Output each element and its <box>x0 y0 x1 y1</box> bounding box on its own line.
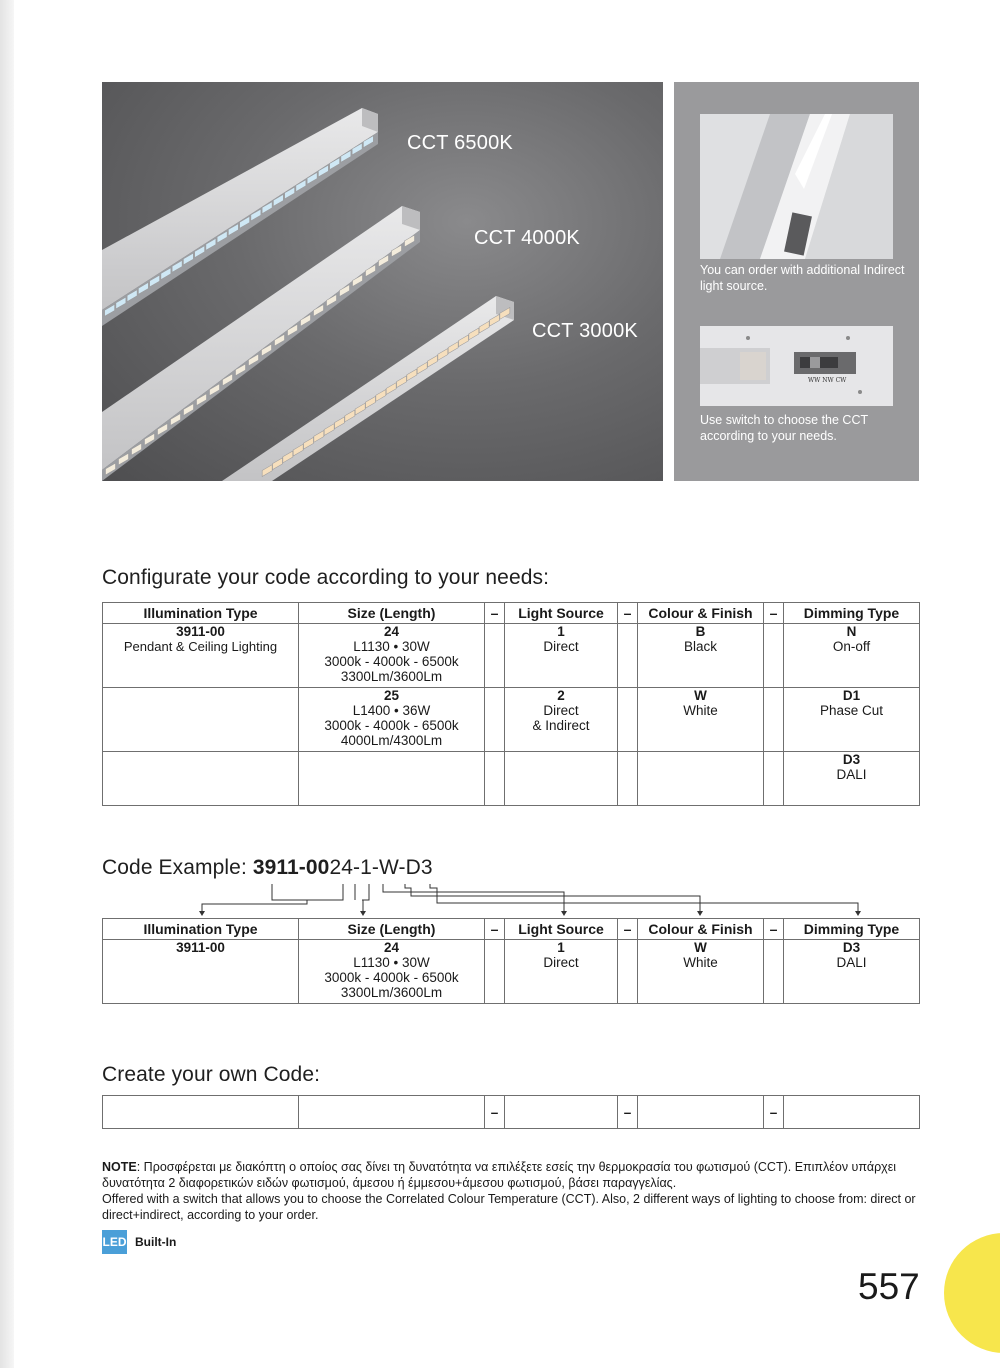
colour-finish-field[interactable] <box>638 1096 764 1129</box>
source-desc: Direct <box>543 955 579 970</box>
led-badge: LED <box>102 1230 127 1254</box>
col-light-source: Light Source <box>505 919 618 940</box>
switch-caption: Use switch to choose the CCT according to your needs. <box>700 413 868 443</box>
cct-6500k-label: CCT 6500K <box>407 132 513 154</box>
separator: – <box>764 1096 784 1129</box>
col-size: Size (Length) <box>299 603 485 624</box>
col-light-source: Light Source <box>505 603 618 624</box>
separator: – <box>618 1096 638 1129</box>
create-code-table <box>102 1095 920 1129</box>
dimming-type-field[interactable] <box>784 1096 920 1129</box>
dim-code: D3 <box>842 752 861 767</box>
source-code: 2 <box>557 688 565 703</box>
col-illumination-type: Illumination Type <box>103 919 299 940</box>
table-header-row <box>103 919 920 940</box>
illum-desc: Pendant & Ceiling Lighting <box>123 639 278 654</box>
light-source-field[interactable] <box>505 1096 618 1129</box>
colour-desc: White <box>683 955 718 970</box>
col-size: Size (Length) <box>299 919 485 940</box>
col-dimming-type: Dimming Type <box>784 603 920 624</box>
illumination-type-field[interactable] <box>103 1096 299 1129</box>
size-code: 24 <box>383 940 400 955</box>
col-separator: – <box>764 603 784 624</box>
cct-3000k-label: CCT 3000K <box>532 320 638 342</box>
colour-code: W <box>694 940 707 955</box>
built-in-label: Built-In <box>135 1235 177 1249</box>
col-illumination-type: Illumination Type <box>103 603 299 624</box>
code-example-table <box>102 918 920 1004</box>
source-desc: Direct <box>543 703 579 718</box>
colour-desc: White <box>683 703 718 718</box>
col-separator: – <box>618 603 638 624</box>
illum-code: 3911-00 <box>176 940 225 955</box>
size-field[interactable] <box>299 1096 485 1129</box>
col-colour-finish: Colour & Finish <box>638 603 764 624</box>
source-desc-2: & Indirect <box>532 718 590 733</box>
dim-code: N <box>846 624 857 639</box>
col-separator: – <box>485 603 505 624</box>
note-greek-text: : Προσφέρεται με διακόπτη ο οποίος σας δίνει τη δυνατότητα να επιλέξετε εσείς την θερμοκρασία του φωτισμού (CCT). Επιπλέον υπάρχει δυνατότητα 2 διαφορετικών ειδών φωτισμού, άμεσου ή έμμεσου+άμεσου φωτισμού, βάσει παραγγελίας. <box>102 1160 897 1190</box>
code-example-bold: 3911-00 <box>252 856 330 879</box>
col-separator: – <box>485 919 505 940</box>
create-code-heading: Create your own Code: <box>102 1063 321 1086</box>
size-line: 3300Lm/3600Lm <box>340 985 443 1000</box>
dim-desc: DALI <box>836 955 867 970</box>
size-line: 3000k - 4000k - 6500k <box>324 718 459 733</box>
dim-code: D3 <box>842 940 861 955</box>
size-line: L1130 • 30W <box>353 639 430 654</box>
page-tab-circle <box>944 1233 1000 1353</box>
table-row <box>103 940 920 1004</box>
col-separator: – <box>618 919 638 940</box>
note-label: NOTE <box>102 1160 137 1174</box>
source-code: 1 <box>557 940 565 955</box>
size-line: L1400 • 36W <box>352 703 431 718</box>
configure-heading: Configurate your code according to your needs: <box>102 566 550 589</box>
col-colour-finish: Colour & Finish <box>638 919 764 940</box>
code-example-prefix: Code Example: <box>102 856 253 879</box>
note-block <box>102 1159 922 1223</box>
colour-desc: Black <box>683 639 717 654</box>
dim-desc: On-off <box>832 639 871 654</box>
page-number: 557 <box>858 1266 920 1307</box>
size-line: 3000k - 4000k - 6500k <box>324 654 459 669</box>
size-line: 4000Lm/4300Lm <box>340 733 443 748</box>
colour-code: B <box>695 624 706 639</box>
create-code-row <box>103 1096 920 1129</box>
size-code: 24 <box>383 624 400 639</box>
size-line: L1130 • 30W <box>353 955 430 970</box>
dim-code: D1 <box>842 688 861 703</box>
size-code: 25 <box>383 688 400 703</box>
switch-markings: WW NW CW <box>808 377 847 384</box>
dim-desc: DALI <box>836 767 867 782</box>
code-example-rest: 24-1-W-D3 <box>329 856 433 879</box>
size-line: 3300Lm/3600Lm <box>340 669 443 684</box>
illum-code: 3911-00 <box>176 624 225 639</box>
size-line: 3000k - 4000k - 6500k <box>324 970 459 985</box>
source-desc: Direct <box>543 639 579 654</box>
col-separator: – <box>764 919 784 940</box>
col-dimming-type: Dimming Type <box>784 919 920 940</box>
source-code: 1 <box>557 624 565 639</box>
indirect-caption: You can order with additional Indirect light source. <box>700 263 905 293</box>
dim-desc: Phase Cut <box>819 703 884 718</box>
note-english-text: Offered with a switch that allows you to choose the Correlated Colour Temperature (CCT). Also, 2 different ways of lighting to choose from: direct or direct+indirect, according to your order. <box>102 1192 916 1222</box>
separator: – <box>485 1096 505 1129</box>
colour-code: W <box>694 688 707 703</box>
cct-4000k-label: CCT 4000K <box>474 227 580 249</box>
